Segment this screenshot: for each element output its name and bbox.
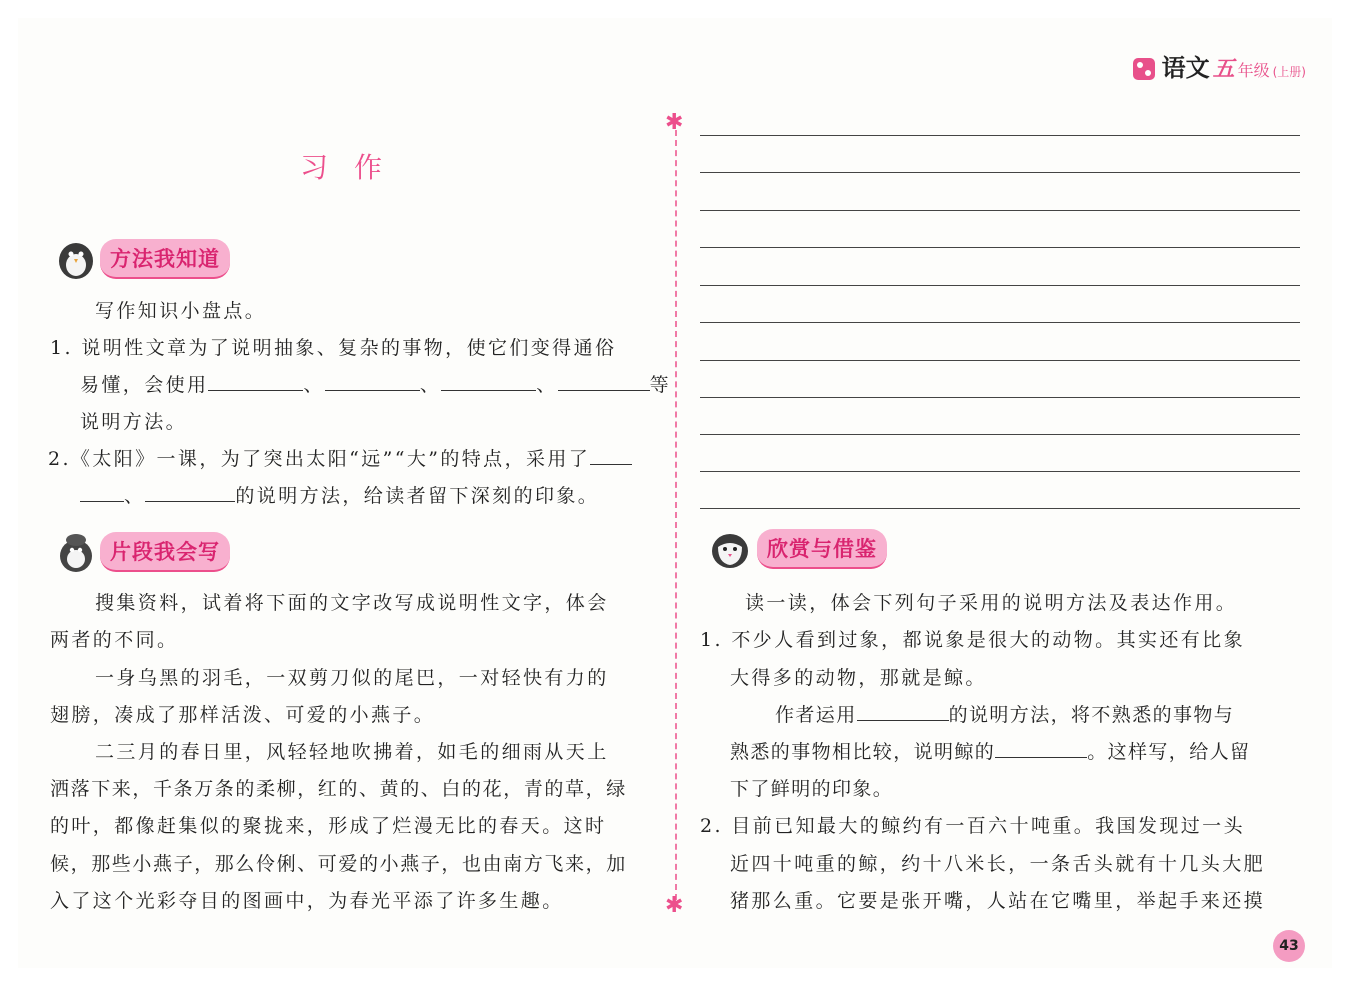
section-header-appreciate (705, 527, 887, 571)
passage-line: 候，那些小燕子，那么伶俐、可爱的小燕子，也由南方飞来，加 (50, 853, 627, 875)
q2-text: 2.《太阳》一课，为了突出太阳“远”“大”的特点，采用了 (48, 448, 591, 470)
passage-line: 二三月的春日里，风轻轻地吹拂着，如毛的细雨从天上 (95, 741, 609, 763)
section-label: 欣赏与借鉴 (757, 529, 887, 569)
appreciate-intro: 读一读，体会下列句子采用的说明方法及表达作用。 (745, 592, 1238, 614)
question-1-line-2 (80, 367, 671, 404)
writing-line[interactable] (700, 285, 1300, 286)
r-question-2-line-2: 近四十吨重的鲸，约十八米长，一条舌头就有十几头大肥 (730, 853, 1266, 875)
r-question-1-line-5: 下了鲜明的印象。 (730, 778, 894, 800)
r-q1-text: 的说明方法，将不熟悉的事物与 (948, 704, 1235, 726)
writing-line[interactable] (700, 135, 1300, 136)
question-1-line-1: 1. 说明性文章为了说明抽象、复杂的事物，使它们变得通俗 (50, 337, 617, 359)
section-header-writing (54, 530, 230, 574)
writing-line[interactable] (700, 360, 1300, 361)
dice-logo-icon (1133, 58, 1155, 80)
section-label: 方法我知道 (100, 239, 230, 279)
q1-sep: 、 (536, 374, 558, 396)
section-header-methods (54, 237, 230, 281)
writing-line[interactable] (700, 508, 1300, 509)
passage-line: 的叶，都像赶集似的聚拢来，形成了烂漫无比的春天。这时 (50, 815, 607, 837)
writing-line[interactable] (700, 247, 1300, 248)
methods-intro: 写作知识小盘点。 (95, 300, 267, 322)
answer-blank[interactable] (590, 444, 632, 465)
answer-blank[interactable] (857, 700, 949, 721)
q1-text-b: 等 (649, 374, 672, 396)
page-number: 43 (1273, 930, 1305, 962)
header-subject: 语文 (1161, 54, 1210, 82)
passage-line: 入了这个光彩夺目的图画中，为春光平添了许多生趣。 (50, 890, 564, 912)
r-q1-text: 作者运用 (775, 704, 857, 726)
r-question-2-line-1: 2. 目前已知最大的鲸约有一百六十吨重。我国发现过一头 (700, 815, 1245, 837)
penguin-mascot-icon (54, 237, 98, 281)
header-grade-suffix: 年级 (1237, 61, 1270, 80)
q1-sep: 、 (303, 374, 325, 396)
r-question-1-line-4 (730, 734, 1250, 771)
book-header (1133, 48, 1306, 83)
flower-star-icon: ✱ (665, 110, 684, 135)
page-title: 习作 (300, 151, 409, 184)
writing-line[interactable] (700, 397, 1300, 398)
r-q1-text: 熟悉的事物相比较，说明鲸的 (730, 741, 996, 763)
answer-blank[interactable] (80, 481, 124, 502)
penguin-mascot-icon (54, 530, 98, 574)
question-1-line-3: 说明方法。 (80, 411, 188, 433)
answer-blank[interactable] (145, 481, 235, 502)
answer-blank[interactable] (995, 737, 1087, 758)
r-question-1-line-1: 1. 不少人看到过象，都说象是很大的动物。其实还有比象 (700, 629, 1245, 651)
question-2-line-2 (80, 478, 599, 515)
section-label: 片段我会写 (100, 532, 230, 572)
answer-blank[interactable] (208, 370, 303, 391)
writing-line[interactable] (700, 434, 1300, 435)
answer-blank[interactable] (325, 370, 420, 391)
header-volume: (上册) (1272, 65, 1306, 79)
passage-line: 翅膀，凑成了那样活泼、可爱的小燕子。 (50, 704, 436, 726)
q1-sep: 、 (419, 374, 442, 396)
question-2-line-1 (48, 441, 632, 478)
answer-blank[interactable] (441, 370, 536, 391)
q1-text-a: 易懂，会使用 (80, 374, 209, 396)
writing-prompt-line-2: 两者的不同。 (50, 629, 179, 651)
r-question-1-line-2: 大得多的动物，那就是鲸。 (730, 667, 987, 689)
passage-line: 一身乌黑的羽毛，一双剪刀似的尾巴，一对轻快有力的 (95, 667, 609, 689)
passage-line: 洒落下来，千条万条的柔柳，红的、黄的、白的花，青的草，绿 (50, 778, 627, 800)
writing-line[interactable] (700, 322, 1300, 323)
header-grade: 五 (1212, 57, 1235, 82)
q2-sep: 、 (124, 485, 146, 507)
answer-blank[interactable] (558, 370, 650, 391)
penguin-mascot-icon (705, 527, 755, 571)
r-question-1-line-3 (775, 697, 1234, 734)
writing-line[interactable] (700, 471, 1300, 472)
page-divider (675, 130, 677, 900)
q2-text-b: 的说明方法，给读者留下深刻的印象。 (235, 485, 600, 507)
r-q1-text: 。这样写，给人留 (1087, 741, 1251, 763)
writing-prompt-line-1: 搜集资料，试着将下面的文字改写成说明性文字，体会 (95, 592, 609, 614)
r-question-2-line-3: 猪那么重。它要是张开嘴，人站在它嘴里，举起手来还摸 (730, 890, 1266, 912)
flower-star-icon: ✱ (665, 893, 684, 918)
writing-line[interactable] (700, 210, 1300, 211)
writing-line[interactable] (700, 172, 1300, 173)
